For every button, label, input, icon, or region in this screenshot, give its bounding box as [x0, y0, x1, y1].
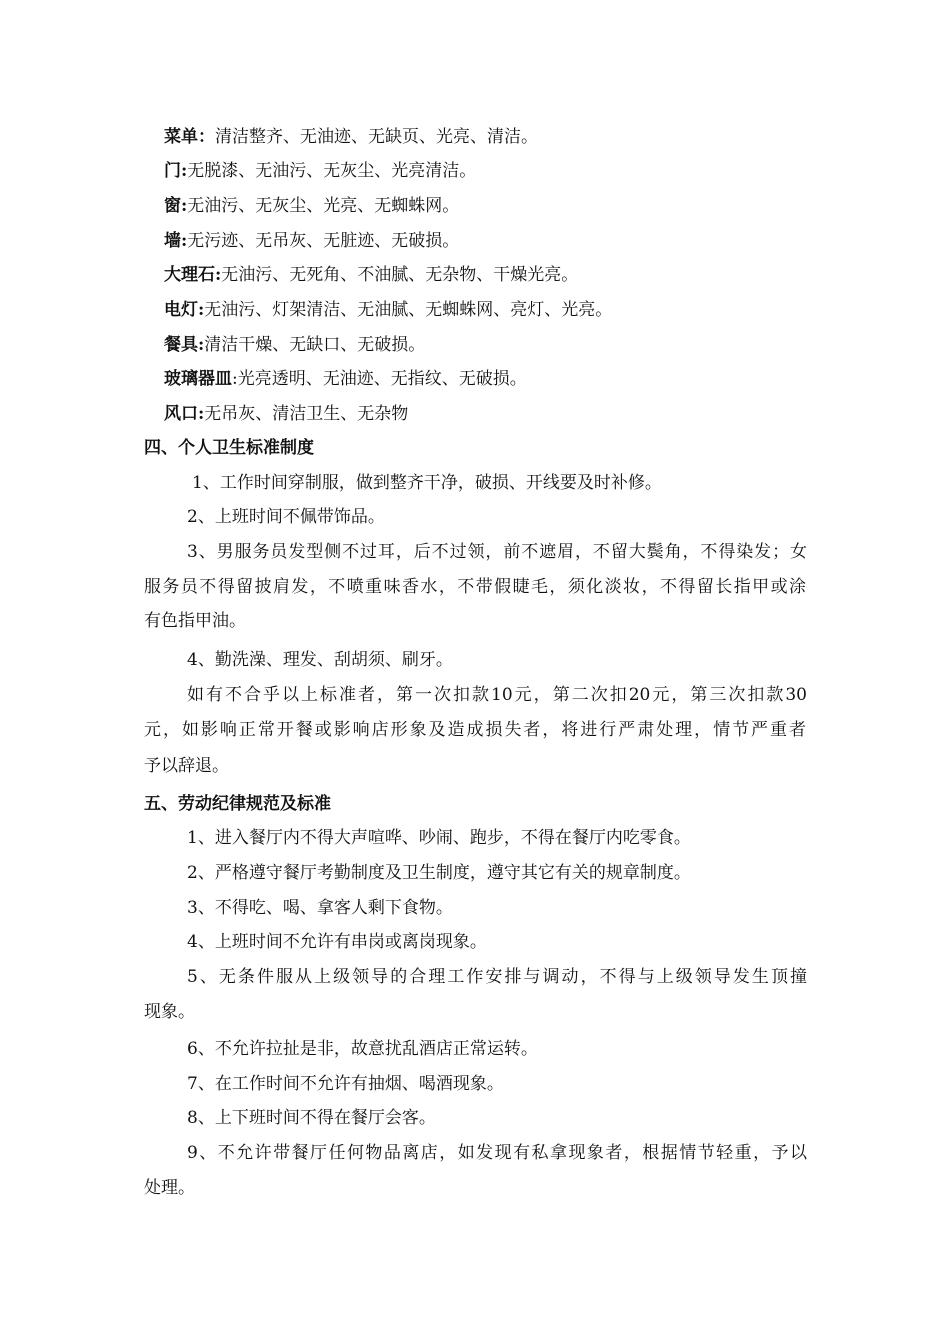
- standard-desc: 清洁整齐、无油迹、无缺页、光亮、清洁。: [215, 127, 538, 147]
- paragraph-line: 8、上下班时间不得在餐厅会客。: [187, 1108, 436, 1128]
- standard-term: 风口:: [164, 404, 205, 424]
- standard-desc: 无油污、灯架清洁、无油腻、无蜘蛛网、亮灯、光亮。: [204, 300, 613, 320]
- standard-term: 墙:: [164, 231, 188, 251]
- standard-item: [164, 367, 527, 391]
- paragraph-line: 2、严格遵守餐厅考勤制度及卫生制度，遵守其它有关的规章制度。: [187, 863, 691, 883]
- standard-item: [164, 333, 425, 357]
- standard-desc: 无油污、无死角、不油腻、无杂物、干燥光亮。: [221, 265, 579, 285]
- paragraph-line: 9、不允许带餐厅任何物品离店，如发现有私拿现象者，根据情节轻重，予以: [187, 1143, 807, 1163]
- paragraph-line: 7、在工作时间不允许有抽烟、喝酒现象。: [187, 1074, 504, 1094]
- paragraph-line: 处理。: [144, 1178, 195, 1198]
- standard-term: 餐具:: [164, 335, 205, 355]
- paragraph-line: 6、不允许拉扯是非，故意扰乱酒店正常运转。: [187, 1039, 538, 1059]
- paragraph-line: 如有不合乎以上标准者，第一次扣款10元，第二次扣20元，第三次扣款30: [187, 685, 807, 705]
- standard-desc: 无污迹、无吊灰、无脏迹、无破损。: [187, 231, 460, 251]
- paragraph-line: 服务员不得留披肩发，不喷重味香水，不带假睫毛，须化淡妆，不得留长指甲或涂: [144, 577, 806, 597]
- standard-item: [164, 263, 578, 287]
- paragraph-line: 3、不得吃、喝、拿客人剩下食物。: [187, 898, 453, 918]
- paragraph-line: 5、无条件服从上级领导的合理工作安排与调动，不得与上级领导发生顶撞: [187, 967, 807, 987]
- standard-term: 玻璃器皿: [164, 369, 232, 389]
- standard-term: 电灯:: [164, 300, 205, 320]
- paragraph-line: 4、勤洗澡、理发、刮胡须、刷牙。: [187, 650, 453, 670]
- paragraph-line: 元，如影响正常开餐或影响店形象及造成损失者，将进行严肃处理，情节严重者: [144, 720, 806, 740]
- standard-item: [164, 159, 476, 183]
- standard-item: [164, 229, 459, 253]
- paragraph-line: 4、上班时间不允许有串岗或离岗现象。: [187, 932, 487, 952]
- standard-desc: 无脱漆、无油污、无灰尘、光亮清洁。: [187, 161, 477, 181]
- paragraph-line: 有色指甲油。: [144, 611, 246, 631]
- section-heading: 五、劳动纪律规范及标准: [144, 794, 331, 814]
- standard-item: [164, 194, 459, 218]
- section-heading: 四、个人卫生标准制度: [144, 438, 314, 458]
- paragraph-line: 1、进入餐厅内不得大声喧哗、吵闹、跑步，不得在餐厅内吃零食。: [187, 828, 691, 848]
- paragraph-line: 1、工作时间穿制服，做到整齐干净，破损、开线要及时补修。: [192, 473, 662, 493]
- paragraph-line: 3、男服务员发型侧不过耳，后不过领，前不遮眉，不留大鬓角，不得染发；女: [187, 542, 807, 562]
- standard-desc: :光亮透明、无油迹、无指纹、无破损。: [232, 369, 527, 389]
- standard-desc: 无吊灰、清洁卫生、无杂物: [204, 404, 409, 424]
- standard-term: 大理石:: [164, 265, 222, 285]
- paragraph-line: 2、上班时间不佩带饰品。: [187, 507, 385, 527]
- standard-desc: 无油污、无灰尘、光亮、无蜘蛛网。: [187, 196, 460, 216]
- standard-item: [164, 402, 408, 426]
- paragraph-line: 予以辞退。: [144, 756, 229, 776]
- standard-term: 门:: [164, 161, 188, 181]
- standard-desc: 清洁干燥、无缺口、无破损。: [204, 335, 426, 355]
- standard-item: [164, 298, 612, 322]
- standard-term: 窗:: [164, 196, 188, 216]
- standard-term: 菜单：: [164, 127, 215, 147]
- paragraph-line: 现象。: [144, 1002, 195, 1022]
- standard-item: [164, 125, 538, 149]
